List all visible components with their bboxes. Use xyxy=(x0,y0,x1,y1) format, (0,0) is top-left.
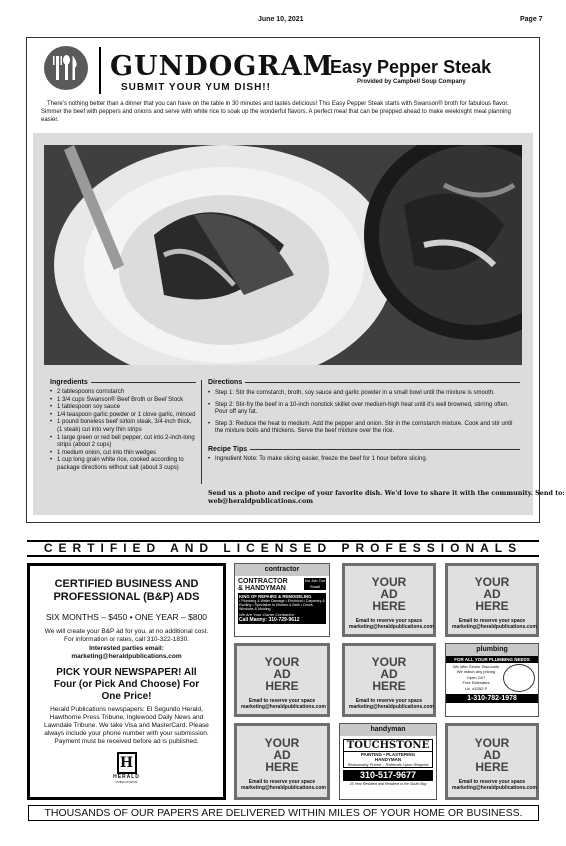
bp-ads-pricing: SIX MONTHS – $450 • ONE YEAR – $800 xyxy=(45,612,208,622)
ad-word: AD xyxy=(483,587,501,601)
plumbing-header: FOR ALL YOUR PLUMBING NEEDS xyxy=(446,656,538,663)
your-ad-here-box[interactable] xyxy=(234,643,330,717)
ad-reserve-email: Email to reserve your space marketing@heraldpublications.com xyxy=(349,698,434,710)
gundogram-brand: GUNDOGRAM xyxy=(110,51,334,82)
ad-word: YOUR xyxy=(264,736,300,750)
plumbing-line: Lic. #1052 P xyxy=(464,685,488,691)
ad-word: AD xyxy=(380,587,398,601)
ad-reserve-email: Email to reserve your space marketing@heraldpublications.com xyxy=(452,779,537,791)
bp-ads-info: We will create your B&P ad for you, at no additional cost. For information or rates, call 310-322-1830. xyxy=(44,628,209,643)
herald-logo-word: HERALD xyxy=(113,774,140,780)
category-contractor: contractor xyxy=(235,564,329,576)
ingredients-section xyxy=(50,379,196,473)
contractor-services: • Plumbing & Water Damage • Electrical • Carpentry & Roofing • Specialize In Kitchen & Bath • Doors, Windows & Molding xyxy=(239,599,325,612)
ad-word: YOUR xyxy=(371,655,407,669)
plumber-mascot-icon xyxy=(503,664,535,692)
direction-step: • Step 2: Stir-fry the beef in a 10-inch nonstick skillet over medium-high heat until it's well browned, stirring often. Pour off any fat. xyxy=(208,402,520,417)
directions-section xyxy=(208,379,520,464)
ad-word: HERE xyxy=(265,679,299,693)
ingredient-item: • 1 tablespoon soy sauce xyxy=(50,404,196,412)
recipe-intro: There's nothing better than a dinner that you can have on the table in 30 minutes and tastes delicious! This Easy Pepper Steak starts with Swanson® broth for fabulous flavor. Simmer the beef with peppers and onions and serve with white rice to soak up the wonderful flavors. A perfect meal that can be prepped ahead to make weeknight meal planning easier. xyxy=(41,101,511,123)
pick-newspaper-heading: PICK YOUR NEWSPAPER! All Four (or Pick And Choose) For One Price! xyxy=(53,667,200,702)
recipe-tip: • Ingredient Note: To make slicing easier, freeze the beef for 1 hour before slicing. xyxy=(208,456,520,464)
directions-heading: Directions xyxy=(208,379,243,386)
ad-word: AD xyxy=(273,667,291,681)
ad-word: AD xyxy=(483,748,501,762)
handyman-listing xyxy=(339,723,437,800)
bp-ads-email: Interested parties email: marketing@heraldpublications.com xyxy=(71,645,182,660)
your-ad-here-box[interactable] xyxy=(342,643,436,717)
plumbing-phone: 1-310-782-1978 xyxy=(446,694,538,703)
touchstone-brand: TOUCHSTONE xyxy=(344,740,432,752)
category-plumbing: plumbing xyxy=(446,644,538,656)
plumbing-listing xyxy=(445,643,539,717)
recipe-title: Easy Pepper Steak xyxy=(330,57,492,77)
no-job-too-small-badge: No Job Too Small xyxy=(304,578,326,589)
ad-word: YOUR xyxy=(474,575,510,589)
fork-knife-spoon-icon xyxy=(44,46,88,90)
logo-divider xyxy=(99,47,101,94)
herald-logo-mark: H xyxy=(117,752,137,774)
ingredient-item: • 1/4 teaspoon garlic powder or 1 clove garlic, minced xyxy=(50,412,196,420)
handyman-label: HANDYMAN xyxy=(374,757,402,762)
issue-date: June 10, 2021 xyxy=(258,16,304,23)
delivery-banner: THOUSANDS OF OUR PAPERS ARE DELIVERED WITHIN MILES OF YOUR HOME OR BUSINESS. xyxy=(28,805,539,821)
your-ad-here-box[interactable] xyxy=(342,563,436,637)
page-number: Page 7 xyxy=(520,16,543,23)
handyman-services: PAINTING • PLASTERING xyxy=(360,752,416,757)
ad-reserve-email: Email to reserve your space marketing@heraldpublications.com xyxy=(241,698,326,710)
bp-ads-box xyxy=(27,563,226,800)
ad-reserve-email: Email to reserve your space marketing@heraldpublications.com xyxy=(241,779,326,791)
recipe-source: Provided by Campbell Soup Company xyxy=(357,79,466,85)
plumbing-line: We match any pricing xyxy=(456,669,496,675)
certified-professionals-banner: CERTIFIED AND LICENSED PROFESSIONALS xyxy=(27,540,539,557)
ingredients-list xyxy=(50,389,196,473)
ingredient-item: • 1 medium onion, cut into thin wedges xyxy=(50,450,196,458)
herald-logo-sub: PUBLICATIONS xyxy=(115,780,138,784)
direction-step: • Step 3: Reduce the heat to medium. Add the pepper and onion. Stir in the cornstarch mixture. Cook and stir until the mixture boils and thickens. Serve the beef mixture over the rice. xyxy=(208,421,520,436)
ad-word: AD xyxy=(273,748,291,762)
ingredient-item: • 1 pound boneless beef sirloin steak, 3/4-inch thick, (1 steak) cut into very thin strips xyxy=(50,419,196,434)
your-ad-here-box[interactable] xyxy=(234,723,330,800)
ad-reserve-email: Email to reserve your space marketing@heraldpublications.com xyxy=(452,618,537,630)
contractor-listing xyxy=(234,563,330,637)
your-ad-here-box[interactable] xyxy=(445,723,539,800)
contractor-king: KING OF REPAIRS & REMODELING xyxy=(239,594,312,599)
contractor-name: CONTRACTOR xyxy=(238,578,288,585)
ad-reserve-email: Email to reserve your space marketing@heraldpublications.com xyxy=(349,618,434,630)
handyman-slogan: Reasonably Priced – Referrals Upon Request xyxy=(347,762,429,767)
ingredient-item: • 2 tablespoons cornstarch xyxy=(50,389,196,397)
ad-word: YOUR xyxy=(371,575,407,589)
handyman-phone: 310-517-9677 xyxy=(343,770,433,781)
ad-word: AD xyxy=(380,667,398,681)
ad-word: HERE xyxy=(372,679,406,693)
category-handyman: handyman xyxy=(340,724,436,736)
handyman-footnote: 25 Year Resident and Resident in the South Bay xyxy=(349,782,427,786)
ad-word: YOUR xyxy=(264,655,300,669)
plumbing-line: Free Estimates xyxy=(462,680,490,686)
contractor-phone: Call Manny: 310-729-9612 xyxy=(239,616,300,623)
your-ad-here-box[interactable] xyxy=(445,563,539,637)
ingredient-item: • 1 cup long grain white rice, cooked according to package directions without salt (about 3 cups) xyxy=(50,457,196,472)
ad-word: HERE xyxy=(265,760,299,774)
ad-word: HERE xyxy=(372,599,406,613)
ingredient-item: • 1 large green or red bell pepper, cut into 2-inch-long strips (about 2 cups) xyxy=(50,435,196,450)
ingredients-heading: Ingredients xyxy=(50,379,88,386)
submission-note: Send us a photo and recipe of your favorite dish. We'd love to share it with the community. Send to: web@heraldpublications.com xyxy=(208,489,565,505)
ad-word: YOUR xyxy=(474,736,510,750)
direction-step: • Step 1: Stir the cornstarch, broth, soy sauce and garlic powder in a small bowl until the mixture is smooth. xyxy=(208,390,520,398)
gundogram-tagline: SUBMIT YOUR YUM DISH!! xyxy=(121,82,271,93)
plumbing-line: Open 24/7 xyxy=(466,674,486,680)
papers-info: Herald Publications newspapers: El Segundo Herald, Hawthorne Press Tribune, Inglewood Daily News and Lawndale Tribune. We take Visa and MasterCard. Please always include your phone number with your submission. Payment must be received before ad is published. xyxy=(44,706,209,745)
bp-ads-title: CERTIFIED BUSINESS AND PROFESSIONAL (B&P) ADS xyxy=(53,578,200,603)
column-divider xyxy=(201,380,202,484)
ad-word: HERE xyxy=(475,760,509,774)
ad-word: HERE xyxy=(475,599,509,613)
ingredient-item: • 1 3/4 cups Swanson® Beef Broth or Beef Stock xyxy=(50,397,196,405)
herald-logo xyxy=(112,752,142,784)
tips-heading: Recipe Tips xyxy=(208,445,248,453)
contractor-name-2: & HANDYMAN xyxy=(238,585,286,592)
contractor-worker: We Are Your Owner Contractor xyxy=(239,611,295,617)
recipe-photo xyxy=(44,145,522,365)
plumbing-line: We offer Senior Discounts xyxy=(452,664,500,669)
